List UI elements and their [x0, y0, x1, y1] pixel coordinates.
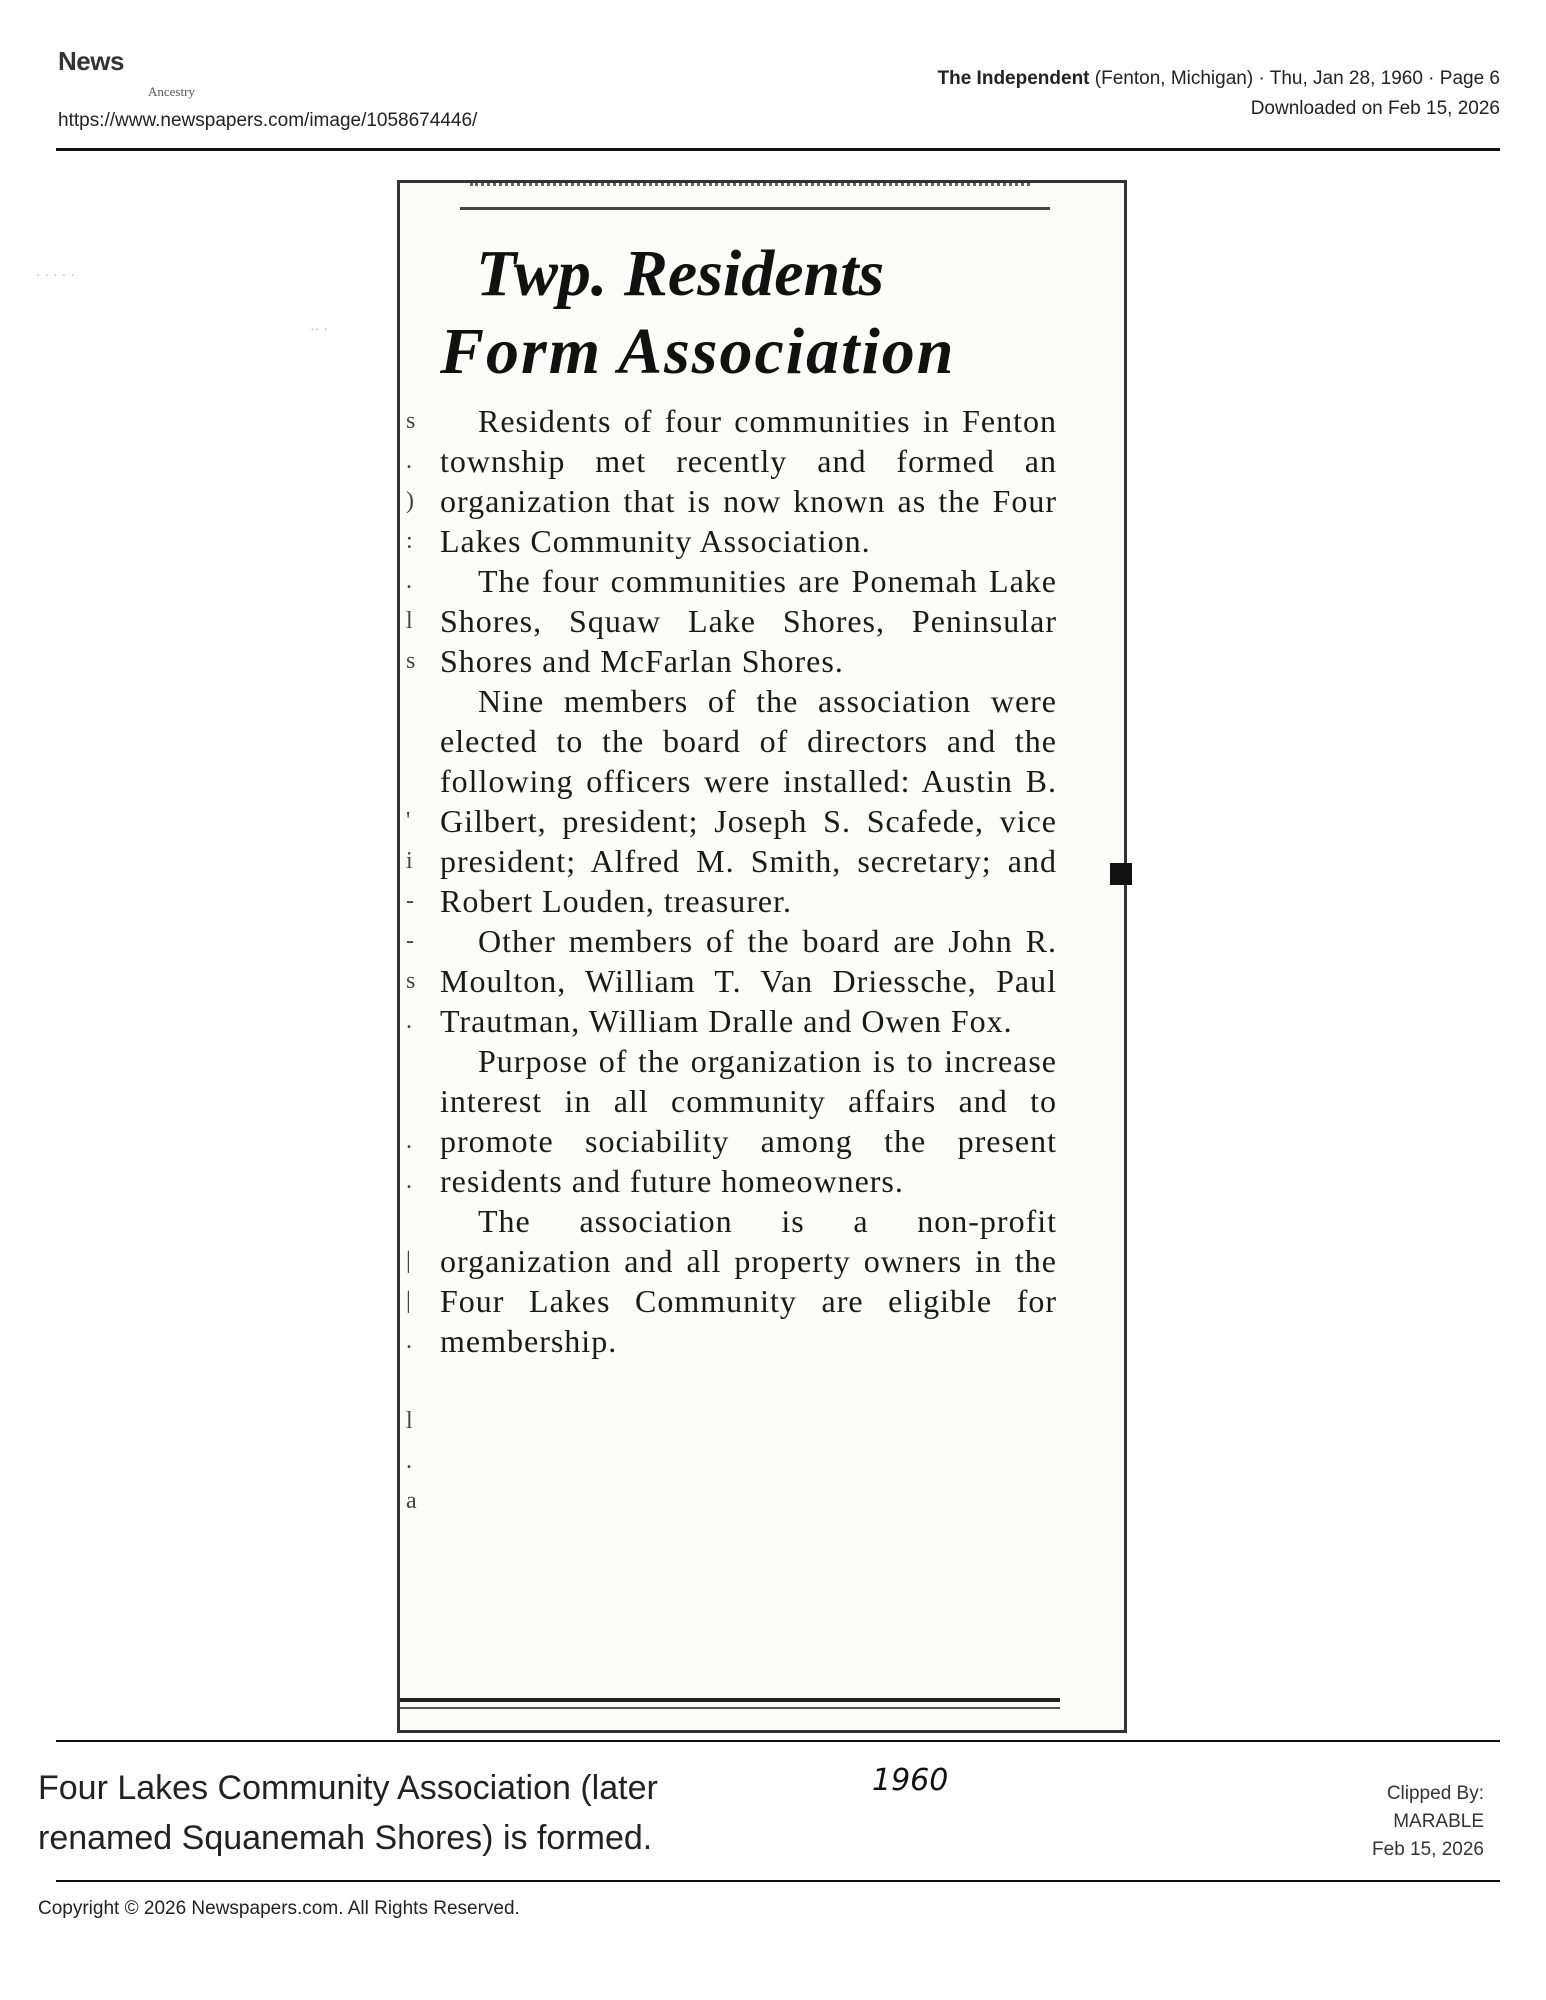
article-paragraph: The four communities are Ponemah Lake Shores, Squaw Lake Shores, Peninsular Shores and McFarlan Shores. — [440, 563, 1057, 679]
ancestry-logo: ⁠Ancestry — [148, 84, 195, 99]
article-paragraph: Purpose of the organization is to increase interest in all community affairs and to promote sociability among the present residents and future homeowners. — [440, 1043, 1057, 1199]
newspaper-clipping — [397, 180, 1127, 1733]
handwritten-year: 1960 — [872, 1763, 949, 1798]
article-paragraph: Nine members of the association were elected to the board of directors and the following officers were installed: Austin B. Gilbert, president; Joseph S. Scafede, vice president; Alfred M. Smith, secretary; and Robert Louden, treasurer. — [440, 683, 1057, 919]
clipping-bottom-rule — [400, 1698, 1060, 1702]
clipping-top-rule — [460, 207, 1050, 210]
header-divider — [56, 148, 1500, 151]
download-date: Downloaded on Feb 15, 2026 — [1250, 98, 1500, 119]
article-paragraph: The association is a non-profit organization and all property owners in the Four Lakes Community are eligible for membership. — [440, 1203, 1057, 1359]
clipping-top-edge — [470, 183, 1030, 194]
headline-line-2: Form Association — [440, 315, 956, 388]
headline — [440, 235, 1080, 391]
scan-artifact: ·· · — [310, 320, 328, 336]
publication-info — [938, 64, 1501, 94]
source-url[interactable]: https://www.newspapers.com/image/1058674446/ — [58, 110, 478, 131]
newspapers-logo[interactable]: News — [58, 46, 124, 76]
scan-artifact: · · · · · — [36, 266, 75, 282]
headline-line-1: Twp. Residents — [476, 237, 885, 310]
copyright-notice: Copyright © 2026 Newspapers.com. All Rights Reserved. — [38, 1898, 520, 1919]
header-right — [938, 64, 1501, 124]
caption-line-1: Four Lakes Community Association (later — [38, 1769, 658, 1807]
clipped-date: Feb 15, 2026 — [1372, 1839, 1484, 1860]
clipping-caption — [38, 1763, 658, 1863]
footer-divider-bottom — [56, 1880, 1500, 1882]
clipping-bottom-rule-thin — [400, 1707, 1060, 1709]
footer-divider-top — [56, 1740, 1500, 1742]
clipped-by-info — [1372, 1780, 1484, 1864]
article-paragraph: Other members of the board are John R. Moulton, William T. Van Driessche, Paul Trautman, William Dralle and Owen Fox. — [440, 923, 1057, 1039]
margin-marker — [1110, 863, 1132, 885]
publication-details: (Fenton, Michigan) · Thu, Jan 28, 1960 · Page 6 — [1089, 68, 1500, 89]
publication-name: The Independent — [937, 68, 1090, 89]
caption-line-2: renamed Squanemah Shores) is formed. — [38, 1819, 653, 1857]
header-left — [58, 46, 478, 131]
article-body — [440, 401, 1057, 1361]
article-paragraph: Residents of four communities in Fenton township met recently and formed an organization that is now known as the Four Lakes Community Association. — [440, 403, 1057, 559]
clipped-by-user[interactable]: MARABLE — [1393, 1811, 1484, 1832]
clipped-by-label: Clipped By: — [1386, 1783, 1484, 1804]
column-edge-marks: s . ) : . l s ' i - - s . . . | | . l . a — [406, 408, 417, 1514]
